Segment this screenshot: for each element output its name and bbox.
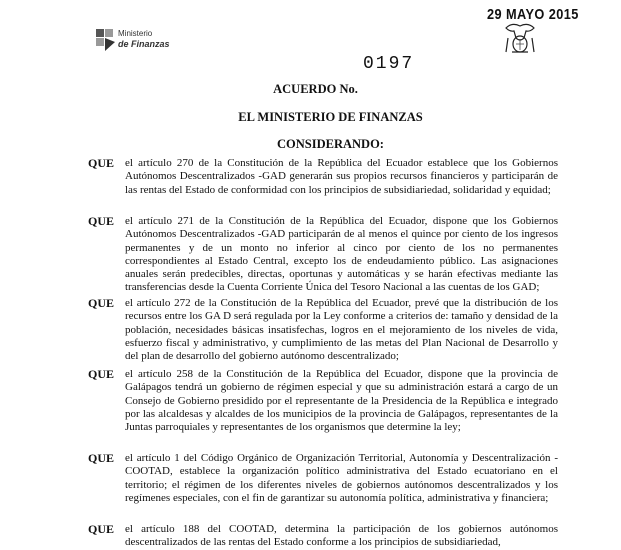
que-label: QUE — [88, 451, 115, 465]
ministry-title: EL MINISTERIO DE FINANZAS — [238, 110, 423, 124]
logo-line-2: de Finanzas — [118, 39, 170, 49]
paragraph — [88, 368, 558, 434]
paragraph-text: el artículo 1 del Código Orgánico de Organización Territorial, Autonomía y Descentralización - COOTAD, establece la organización político administrativa del Estado ecuatoriano en el territorio; el régimen de los diferentes niveles de gobiernos autónomos descentralizados y los regímenes especiales, con el fin de garantizar su autonomía política, administrativa y financiera; — [125, 452, 558, 504]
paragraph — [88, 452, 558, 505]
date-stamp: 29 MAYO 2015 — [487, 6, 579, 23]
agreement-heading-text: ACUERDO No. — [273, 82, 358, 96]
paragraph-text: el artículo 272 de la Constitución de la República del Ecuador, prevé que la distribución de los recursos entre los GA D será regulada por la Ley conforme a criterios de: tamaño y densidad de la población, necesidades básicas insatisfechas, logros en el mejoramiento de los niveles de vida, esfuerzo fiscal y administrativo, y cumplimiento de las metas del Plan Nacional de Desarrollo y del plan de desarrollo del gobierno autónomo descentralizado; — [125, 297, 558, 363]
agreement-heading — [0, 82, 621, 97]
paragraph-text: el artículo 270 de la Constitución de la República del Ecuador establece que los Gobiernos Autónomos Descentralizados -GAD generarán sus propios recursos financieros y participarán de las rentas del Estado de conformidad con los principios de subsidiariedad, solidaridad y equidad; — [125, 157, 558, 196]
coat-of-arms-icon — [498, 20, 542, 58]
paragraph — [88, 215, 558, 295]
logo-line-1: Ministerio — [118, 29, 153, 38]
paragraph — [88, 157, 558, 197]
considerando-title: CONSIDERANDO: — [277, 137, 384, 151]
paragraph-text: el artículo 258 de la Constitución de la República del Ecuador, dispone que la provincia de Galápagos tendrá un gobierno de régimen especial y que su administración estará a cargo de un Consejo de Gobierno presidido por el representante de la Presidencia de la República e integrado por las alcaldesas y alcaldes de los municipios de la provincia de Galápagos, representantes de la Juntas parroquiales y representantes de los organismos que determine la ley; — [125, 368, 558, 434]
que-label: QUE — [88, 296, 115, 310]
ministry-logo-icon — [94, 27, 116, 53]
que-label: QUE — [88, 214, 115, 228]
agreement-number: 0197 — [363, 54, 415, 74]
paragraph — [88, 523, 558, 550]
que-label: QUE — [88, 367, 115, 381]
ministry-logo — [94, 25, 174, 59]
que-label: QUE — [88, 156, 115, 170]
que-label: QUE — [88, 522, 115, 536]
paragraph-text: el artículo 188 del COOTAD, determina la participación de los gobiernos autónomos descentralizados de las rentas del Estado conforme a los principios de subsidiariedad, — [125, 523, 558, 549]
paragraph-text: el artículo 271 de la Constitución de la República del Ecuador, dispone que los Gobiernos Autónomos Descentralizados -GAD participarán de al menos el quince por ciento de los ingresos permanentes y de un monto no inferior al cinco por ciento de los no permanentes correspondientes al Estado Central, excepto los de endeudamiento público. Las asignaciones anuales serán predecibles, directas, oportunas y automáticas y se harán efectivas mediante las transferencias desde la Cuenta Corriente Única del Tesoro Nacional a las cuentas de los GAD; — [125, 215, 558, 294]
paragraph — [88, 297, 558, 363]
ministry-logo-text — [118, 29, 170, 49]
